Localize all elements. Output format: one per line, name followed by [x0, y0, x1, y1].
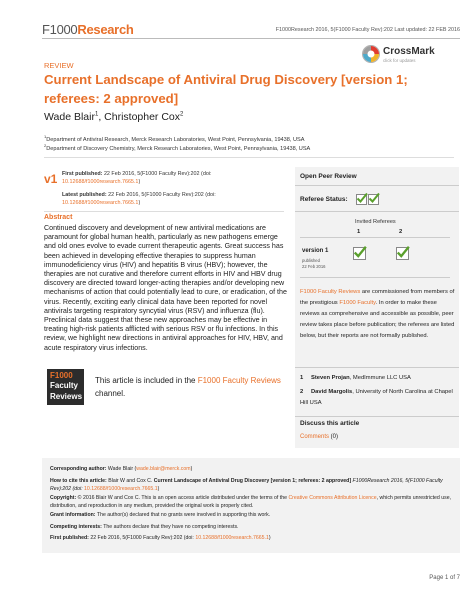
abstract-text: Continued discovery and development of new antiviral medications are paramount for global human health, particularly as new pathogens emerge and old ones evolve to evade current therapeutic agents. Great success has been achieved in developing effective therapies to suppress human immunodeficiency virus (HIV) and hepatitis B virus (HBV); however, the therapies are not curative and therefore current efforts in HIV and HBV drug discovery are directed toward longer-acting therapies and/or developing new mechanisms of action that could potentially lead to cure, or eradication, of the virus. Recently, exciting early clinical data have been reported for novel antivirals targeting respiratory syncytial virus (RSV) and influenza (flu). Preclinical data suggest that these new approaches may be effective in treating high-risk patients afflicted with serious RSV or flu infections. In this review, we highlight new directions in antiviral approaches for HIV, HBV, and acute respiratory virus infections. — [44, 224, 287, 352]
citation-authors: Blair W and Cox C. — [106, 478, 154, 484]
channel-link[interactable]: F1000 Faculty Reviews — [197, 376, 281, 385]
first-published-footer-close: ) — [268, 535, 271, 541]
referee-name: David Margolis — [311, 389, 353, 395]
corresponding-author-name: Wade Blair ( — [106, 466, 137, 472]
corresponding-author — [50, 466, 455, 474]
author-name[interactable]: Wade Blair — [44, 111, 95, 123]
competing-label: Competing interests: — [50, 524, 102, 530]
logo-part1: F1000 — [42, 22, 78, 37]
referee-number: 1 — [300, 375, 304, 381]
reviewers-note-text: are commissioned from members of the prestigious — [300, 289, 455, 306]
citation-label: How to cite this article: — [50, 478, 107, 484]
author-affil-sup: 2 — [180, 111, 184, 118]
faculty-reviews-logo[interactable] — [47, 369, 84, 405]
header-divider — [42, 38, 460, 39]
channel-text: This article is included in the — [95, 376, 198, 385]
affiliation-sup: 2 — [44, 143, 47, 148]
copyright-label: Copyright: — [50, 495, 77, 501]
grant-information — [50, 512, 455, 520]
peer-review-heading: Open Peer Review — [300, 173, 357, 180]
f1000-logo[interactable] — [42, 22, 134, 37]
badge-line: Faculty — [50, 381, 79, 390]
citation-title: Current Landscape of Antiviral Drug Discovery [version 1; referees: 2 approved] — [153, 478, 352, 484]
first-published-footer-label: First published: — [50, 535, 89, 541]
copyright-text: , which permits unrestricted use, distribution, and reproduction in any medium, provided the original work is properly cited. — [50, 495, 452, 509]
referee-affiliation: , MedImmune LLC USA — [349, 375, 411, 381]
version-badge: v1 — [44, 172, 58, 186]
article-title: Current Landscape of Antiviral Drug Discovery [version 1; referees: 2 approved] — [44, 72, 408, 106]
abstract-heading: Abstract — [44, 214, 73, 221]
comments-link[interactable]: Comments — [300, 434, 330, 440]
invited-referees-heading: Invited Referees — [355, 219, 396, 225]
latest-published-info — [62, 191, 282, 207]
citation-doi-link[interactable]: 10.12688/f1000research.7665.1 — [84, 485, 158, 492]
affiliation — [44, 134, 305, 143]
first-published-info — [62, 170, 282, 186]
latest-published-doi-link[interactable]: 10.12688/f1000research.7665.1 — [62, 200, 139, 206]
referee-entry — [300, 387, 455, 409]
latest-published-value: 22 Feb 2016, 5(F1000 Faculty Rev):202 (doi: — [108, 192, 216, 198]
first-published-close: ) — [138, 179, 141, 185]
panel-divider — [295, 367, 459, 368]
first-published-value: 22 Feb 2016, 5(F1000 Faculty Rev):202 (doi: — [103, 171, 212, 177]
author-name[interactable]: Christopher Cox — [104, 111, 181, 123]
first-published-doi-link[interactable]: 10.12688/f1000research.7665.1 — [62, 179, 139, 185]
citation-close: ) — [157, 485, 160, 492]
referee-column-number: 2 — [399, 229, 403, 235]
referee-number: 2 — [300, 389, 304, 395]
referee-affiliation: , University of North Carolina at Chapel Hill USA — [300, 389, 453, 406]
license-link[interactable]: Creative Commons Attribution Licence — [288, 495, 377, 501]
affiliation-sup: 1 — [44, 134, 47, 139]
header-meta: F1000Research 2016, 5(F1000 Faculty Rev):202 Last updated: 22 FEB 2016 — [275, 27, 460, 33]
logo-part2: Research — [77, 22, 134, 37]
author-separator: , — [98, 111, 105, 123]
panel-divider — [295, 185, 459, 186]
faculty-link[interactable]: F1000 Faculty — [339, 300, 376, 306]
first-published-label: First published: — [62, 171, 103, 177]
referee-name: Steven Projan — [311, 375, 350, 381]
referee-column-number: 1 — [357, 229, 361, 235]
latest-published-close: ) — [138, 200, 141, 206]
copyright-text: © 2016 Blair W and Cox C. This is an open access article distributed under the terms of the — [76, 495, 289, 501]
reviewers-note-text: . In order to make these reviews as comprehensive and accessible as possible, peer review takes place before publication; the referees are listed below, but their reports are not formally published. — [300, 300, 455, 339]
first-published-footer-text: 22 Feb 2016, 5(F1000 Faculty Rev):202 (doi: — [88, 535, 196, 541]
badge-line: Reviews — [50, 392, 83, 401]
channel-notice — [95, 374, 285, 400]
referee-report-checkmark-icon[interactable] — [353, 247, 366, 260]
grant-text: The author(s) declared that no grants were involved in supporting this work. — [95, 512, 271, 518]
table-divider — [300, 237, 450, 238]
discuss-heading: Discuss this article — [300, 420, 360, 427]
crossmark-button[interactable] — [362, 44, 452, 66]
author-affil-sup: 1 — [94, 111, 99, 118]
panel-divider — [295, 416, 459, 417]
crossmark-title: CrossMark — [383, 46, 435, 57]
competing-text: The authors declare that they have no competing interests. — [101, 524, 239, 530]
badge-line: F1000 — [50, 371, 73, 380]
competing-interests — [50, 524, 455, 532]
channel-text: channel. — [95, 389, 126, 398]
author-email-link[interactable]: wade.blair@merck.com — [136, 466, 191, 472]
version-published-date: 22 Feb 2016 — [302, 264, 326, 269]
crossmark-icon — [362, 45, 380, 63]
first-published-footer — [50, 535, 455, 543]
divider — [44, 211, 284, 212]
grant-label: Grant information: — [50, 512, 96, 518]
first-published-footer-doi-link[interactable]: 10.12688/f1000research.7665.1 — [195, 535, 269, 541]
approved-checkmark-icon — [368, 194, 379, 205]
citation-journal: F1000Research 2016, 5(F1000 Faculty Rev):202 (doi: — [50, 478, 443, 492]
version-row-label: version 1 — [302, 248, 329, 254]
approved-checkmark-icon — [356, 194, 367, 205]
corresponding-author-close: ) — [190, 466, 193, 472]
author-list — [44, 111, 183, 123]
affiliation-text: Department of Antiviral Research, Merck Research Laboratories, West Point, Pennsylvania, 19438, USA — [46, 136, 305, 143]
referee-status-label: Referee Status: — [300, 196, 348, 203]
citation — [50, 478, 455, 493]
affiliation — [44, 143, 310, 152]
corresponding-author-label: Corresponding author: — [50, 466, 107, 472]
version-published-label: published — [302, 258, 320, 263]
reviewers-note — [300, 287, 455, 342]
article-type-label: REVIEW — [44, 61, 74, 70]
table-divider — [300, 277, 450, 278]
comments-count: (0) — [329, 434, 339, 440]
panel-divider — [295, 211, 459, 212]
faculty-reviews-link[interactable]: F1000 Faculty Reviews — [300, 289, 361, 295]
divider — [44, 157, 454, 158]
page-number: Page 1 of 7 — [429, 575, 460, 581]
comments-entry — [300, 434, 338, 440]
referee-entry — [300, 373, 455, 384]
latest-published-label: Latest published: — [62, 192, 107, 198]
copyright — [50, 495, 455, 510]
crossmark-subtitle: click for updates — [383, 58, 416, 63]
referee-report-checkmark-icon[interactable] — [396, 247, 409, 260]
affiliation-text: Department of Discovery Chemistry, Merck Research Laboratories, West Point, Pennsylvania, 19438, USA — [46, 145, 311, 152]
